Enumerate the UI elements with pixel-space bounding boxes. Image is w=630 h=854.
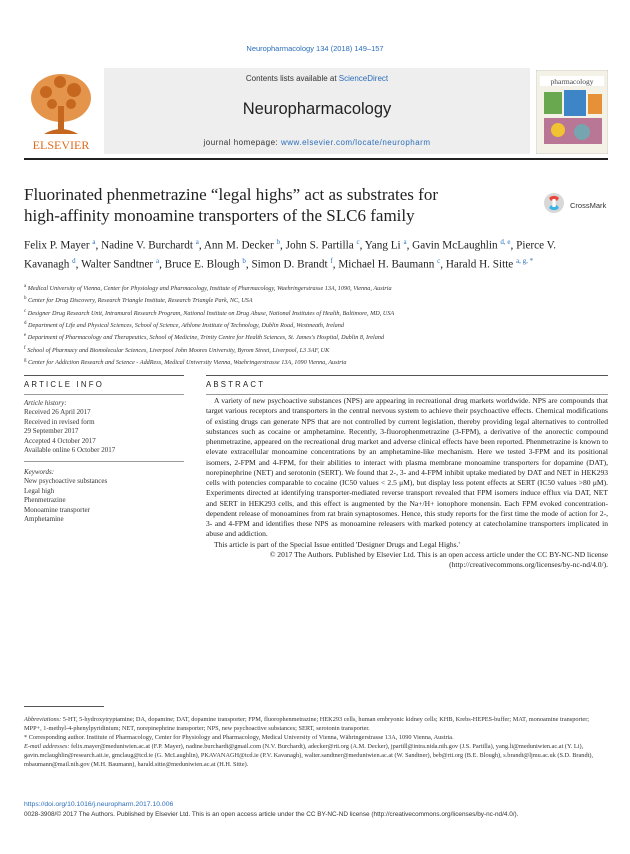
affiliation-text: Department of Life and Physical Sciences, School of Science, Athlone Institute of Technology, Dublin Road, Westmeath, Ireland [28,322,344,330]
affiliation-marker: d [24,321,27,327]
contents-prefix: Contents lists available at [245,74,339,83]
history-divider [24,461,184,462]
affiliation-marker: f [24,345,26,351]
affiliation-item [24,282,614,294]
author-name: Gavin McLaughlin [412,239,498,252]
author-affiliation-marker[interactable]: b [242,257,246,266]
author-name: Simon D. Brandt [251,258,328,271]
affiliation-item [24,319,614,331]
history-label: Article history: [24,399,67,407]
journal-cover-image [536,70,608,154]
author-name: John S. Partilla [285,239,354,252]
author-name: Felix P. Mayer [24,239,90,252]
author-list: Felix P. Mayer $^a$, Nadine V. Burchardt $^a$, Ann M. Decker $^b$, John S. Partilla $^c$, Yang Li $^a$, Gavin McLaughlin $^{d, e}$, Pierce V. Kavanagh $^d$, Walter Sandtner $^a$, Bruce E. Blough $^b$, Simon D. Brandt $^f$, Michael H. Baumann $^c$, Harald H. Sitte $^{a, g, *}$ [24,238,557,271]
author-name: Yang Li [364,239,401,252]
header-divider [24,158,608,160]
article-history [24,399,174,455]
history-item: 29 September 2017 [24,427,79,436]
doi-link[interactable]: https://doi.org/10.1016/j.neuropharm.2017.10.006 [24,801,174,808]
title-line: high-affinity monoamine transporters of the SLC6 family [24,206,415,225]
journal-citation[interactable]: Neuropharmacology 134 (2018) 149–157 [246,44,384,53]
author-affiliation-marker[interactable]: d, e [500,238,511,246]
abstract-copyright: © 2017 The Authors. Published by Elsevier Ltd. This is an open access article under the CC BY-NC-ND license (http://creativecommons.org/licenses/by-nc-nd/4.0/). [269,549,608,569]
affiliation-text: Designer Drug Research Unit, Intramural Research Program, National Institute on Drug Abuse, National Institutes of Health, Baltimore, MD, USA [27,309,395,317]
article-title [24,184,524,226]
history-item: Received in revised form [24,417,95,426]
author-name: Pierce V. Kavanagh [24,239,557,271]
keywords-label: Keywords: [24,468,55,476]
contents-line [104,74,530,83]
author-name: Bruce E. Blough [164,258,240,271]
affiliation-item [24,344,614,356]
homepage-link[interactable]: www.elsevier.com/locate/neuropharm [280,138,431,147]
cover-title: pharmacology [550,77,594,86]
footnotes [24,715,608,770]
title-line: Fluorinated phenmetrazine “legal highs” act as substrates for [24,185,438,204]
author-affiliation-marker[interactable]: c [437,257,441,266]
journal-header [24,68,608,156]
author-name: Walter Sandtner [81,258,154,271]
affiliation-marker: e [24,333,27,339]
abstract-body [206,396,608,570]
affiliation-text: School of Pharmacy and Biomolecular Sciences, Liverpool John Moores University, Byrom Street, Liverpool, L3 3AF, UK [27,346,330,354]
journal-homepage [104,138,530,147]
crossmark-label[interactable]: CrossMark [570,201,607,210]
email-label: E-mail addresses: [24,743,70,751]
article-info-heading: ARTICLE INFO [24,380,104,389]
affiliation-text: Center for Addiction Research and Science - AddRess, Medical University Vienna, Waehringerstrasse 13A, 1090 Vienna, Austria [28,359,347,367]
author-name: Michael H. Baumann [338,258,435,271]
homepage-prefix: journal homepage: [203,138,281,147]
corresponding-author-note: * Corresponding author. Institute of Pharmacology, Center for Physiology and Pharmacology, Medical University of Vienna, Währingerstrasse 13A, 1090 Vienna, Austria. [24,734,454,742]
keyword-item: Phenmetrazine [24,496,66,505]
affiliation-item [24,294,614,306]
author-affiliation-marker[interactable]: a [403,238,407,246]
affiliation-marker: c [24,308,27,314]
abbreviations-note [24,715,608,733]
affiliation-item [24,331,614,343]
elsevier-tree-logo [24,68,98,154]
keyword-item: Monoamine transporter [24,505,90,514]
history-item: Received 26 April 2017 [24,408,91,417]
author-affiliation-marker[interactable]: c [356,238,360,246]
abstract-special-issue: This article is part of the Special Issue entitled 'Designer Drugs and Legal Highs.' [214,539,460,549]
affiliation-marker: b [24,296,27,302]
publisher-logo-text: ELSEVIER [32,138,90,152]
affiliation-list [24,282,614,369]
affiliation-text: Center for Drug Discovery, Research Triangle Institute, Research Triangle Park, NC, USA [28,297,253,305]
sciencedirect-link[interactable]: ScienceDirect [338,74,389,83]
affiliation-text: Department of Pharmacology and Therapeutics, School of Medicine, Trinity Centre for Health Sciences, St. James's Hospital, Dublin 8, Ireland [27,334,385,342]
email-note [24,742,608,769]
affiliation-text: Medical University of Vienna, Center for Physiology and Pharmacology, Institute of Pharmacology, Waehringerstrasse 13A, 1090, Vienna, Austria [27,285,392,293]
journal-banner [104,68,530,154]
history-item: Accepted 4 October 2017 [24,436,96,445]
author-name: Nadine V. Burchardt [101,239,193,252]
license-footer: 0028-3908/© 2017 The Authors. Published by Elsevier Ltd. This is an open access article under the CC BY-NC-ND license (http://creativecommons.org/licenses/by-nc-nd/4.0/). [24,811,519,818]
email-list[interactable]: felix.mayer@meduniwien.ac.at (F.P. Mayer), nadine.burchardt@gmail.com (N.V. Burchardt), adecker@rti.org (A.M. Decker), jpartill@intra.nida.nih.gov (J.S. Partilla), yang.li@meduniwien.ac.at (Y. Li), gavin.mclaughlin@research.ait.ie, gmclaug@tcd.ie (G. McLaughlin), PKAVANAGH@tcd.ie (P.V. Kavanagh), walter.sandtner@meduniwien.ac.at (W. Sandtner), beb@rti.org (B.E. Blough), s.brandt@ljmu.ac.uk (S.D. Brandt), mbaumann@mail.nih.gov (M.H. Baumann), harald.sitte@meduniwien.ac.at (H.H. Sitte). [24,743,594,769]
journal-name: Neuropharmacology [242,100,392,118]
affiliation-marker: g [24,358,27,364]
article-info-underline [24,394,184,395]
affiliation-marker: a [24,284,27,289]
abbreviations-label: Abbreviations: [24,716,62,723]
history-item: Available online 6 October 2017 [24,446,116,455]
abstract-main: A variety of new psychoactive substances (NPS) are appearing in recreational drug markets worldwide. NPS are compounds that target various receptors and transporters in the central nervous system to achieve their psychoactive effects. Chemical modifications of existing drugs can generate NPS that are not controlled by current legislation, thereby providing legal alternatives to controlled substances such as cocaine or amphetamine. Recently, 3-fluorophenmetrazine (3-FPM), a derivative of the anorectic compound phenmetrazine, appeared on the recreational drug market and adverse clinical effects have been reported. Phenmetrazine is known to elevate extracellular monoamine concentrations by an amphetamine-like mechanism. Here we tested 3-FPM and its positional isomers, 2-FPM and 4-FPM, for their abilities to interact with plasma membrane monoamine transporters for dopamine (DAT), norepinephrine (NET) and serotonin (SERT). We found that 2-, 3- and 4-FPM inhibit uptake mediated by DAT and NET in HEK293 cells with potencies comparable to cocaine (IC50 values < 2.5 μM), but display less potent effects at SERT (IC50 values >80 μM). Experiments directed at identifying transporter-mediated reverse transport revealed that FPM isomers induce efflux via DAT, NET and SERT in HEK293 cells, and this effect is augmented by the Na+/H+ ionophore monensin. Each FPM evoked concentration-dependent release of monoamines from rat brain synaptosomes. Hence, this study reports for the first time the mode of action for 2-, 3- and 4-FPM and identifies these NPS as monoamine releasers with marked potency at catecholamine transporters implicated in abuse and addiction. [206,396,608,539]
author-name: Harald H. Sitte [445,258,514,271]
affiliation-item [24,307,614,319]
author-affiliation-marker[interactable]: b [276,238,281,246]
keyword-item: New psychoactive substances [24,477,108,486]
article-info-rule [24,375,184,376]
keyword-item: Legal high [24,486,55,495]
author-affiliation-marker[interactable]: a, g, * [516,257,534,266]
keyword-list [24,468,174,524]
author-affiliation-marker[interactable]: d [72,257,76,266]
affiliation-item [24,356,614,368]
footnote-divider [24,706,104,707]
abstract-heading: ABSTRACT [206,380,266,389]
author-affiliation-marker[interactable]: a [195,238,199,246]
author-affiliation-marker[interactable]: f [330,257,333,266]
abbreviations-text: 5-HT, 5-hydroxytryptamine; DA, dopamine; DAT, dopamine transporter; FPM, fluorophenmetrazine; HEK293 cells, human embryonic kidney cells; KHB, Krebs-HEPES-buffer; MAT, monoamine transporter; MPP+, 1-methyl-4-phenylpyridinium; NET, norepinephrine transporter; NPS, new psychoactive substances; SERT, serotonin transporter. [24,716,590,733]
abstract-rule [206,375,608,376]
author-affiliation-marker[interactable]: a [92,238,96,246]
author-affiliation-marker[interactable]: a [155,257,160,266]
keyword-item: Amphetamine [24,515,64,524]
author-name: Ann M. Decker [203,239,274,252]
abstract-underline [206,394,608,395]
